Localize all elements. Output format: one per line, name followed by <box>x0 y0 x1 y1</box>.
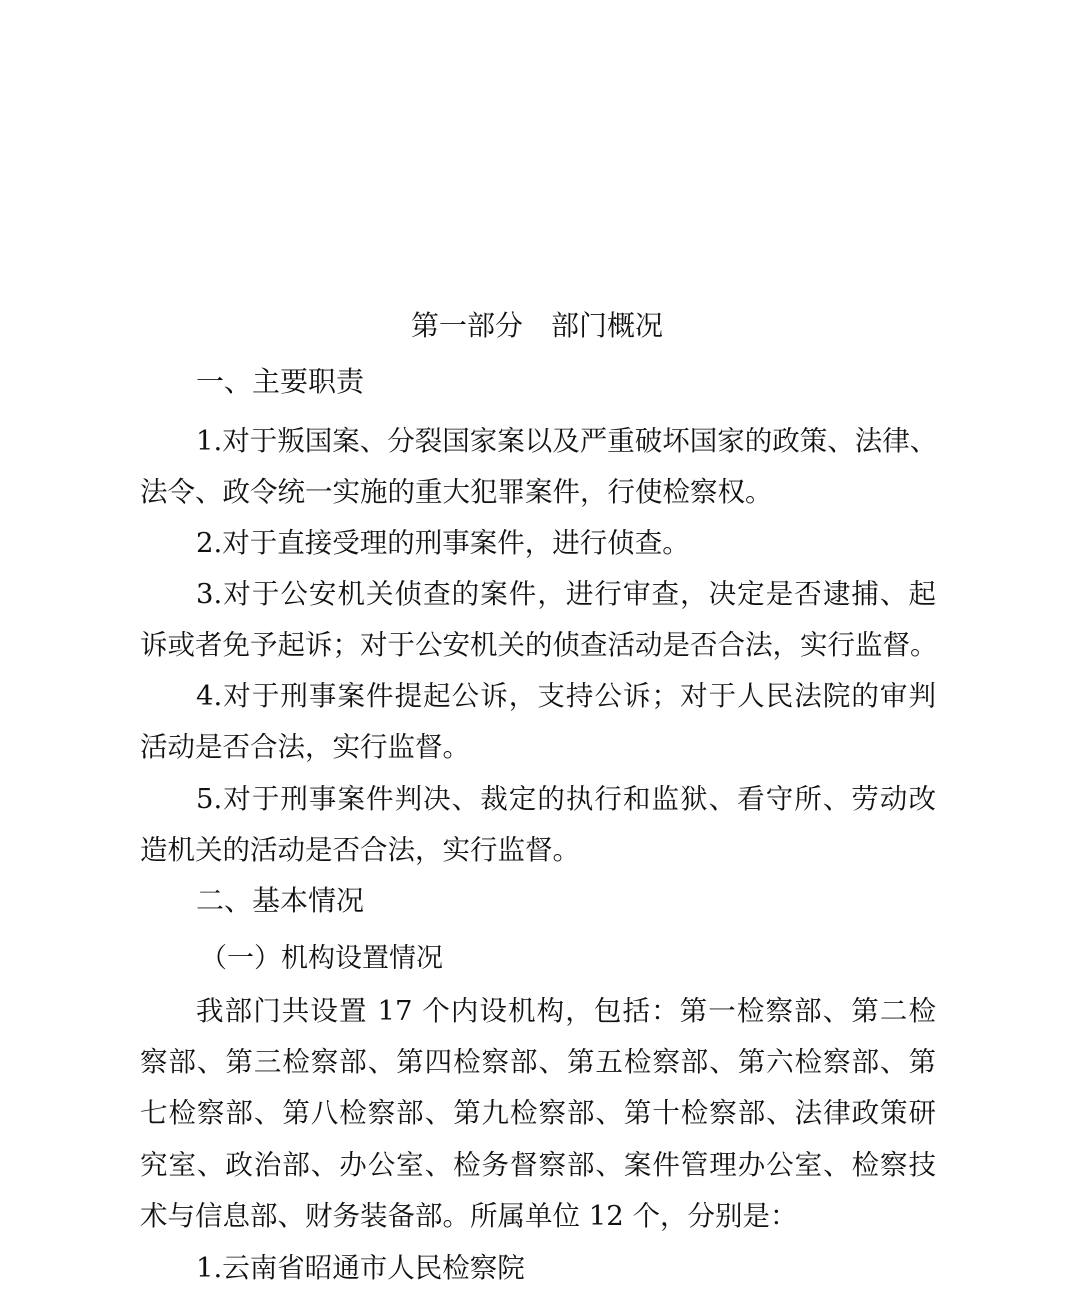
duty-4-line-2: 活动是否合法，实行监督。 <box>140 731 470 763</box>
duty-1-line-2: 法令、政令统一实施的重大犯罪案件，行使检察权。 <box>140 476 773 508</box>
duty-5-line-1: 5.对于刑事案件判决、裁定的执行和监狱、看守所、劳动改 <box>196 783 936 815</box>
unit-list-item: 1.云南省昭通市人民检察院 <box>196 1252 525 1284</box>
org-paragraph-line-4: 究室、政治部、办公室、检务督察部、案件管理办公室、检察技 <box>140 1149 936 1181</box>
duty-5-line-2: 造机关的活动是否合法，实行监督。 <box>140 834 580 866</box>
section-heading-main-duties: 一、主要职责 <box>196 365 365 398</box>
org-paragraph-line-1: 我部门共设置 17 个内设机构，包括：第一检察部、第二检 <box>196 995 936 1027</box>
org-paragraph-line-5: 术与信息部、财务装备部。所属单位 12 个，分别是： <box>140 1200 798 1232</box>
duty-4-line-1: 4.对于刑事案件提起公诉，支持公诉；对于人民法院的审判 <box>196 680 936 712</box>
duty-2-line-1: 2.对于直接受理的刑事案件，进行侦查。 <box>196 527 690 559</box>
org-paragraph-line-2: 察部、第三检察部、第四检察部、第五检察部、第六检察部、第 <box>140 1046 936 1078</box>
page-title: 第一部分 部门概况 <box>410 309 663 342</box>
duty-3-line-1: 3.对于公安机关侦查的案件，进行审查，决定是否逮捕、起 <box>196 578 936 610</box>
duty-1-line-1: 1.对于叛国案、分裂国家案以及严重破坏国家的政策、法律、 <box>196 425 938 457</box>
section-heading-basic-info: 二、基本情况 <box>196 884 365 917</box>
subheading-org-setup: （一）机构设置情况 <box>200 943 443 974</box>
duty-3-line-2: 诉或者免予起诉；对于公安机关的侦查活动是否合法，实行监督。 <box>140 629 938 661</box>
org-paragraph-line-3: 七检察部、第八检察部、第九检察部、第十检察部、法律政策研 <box>140 1097 936 1129</box>
